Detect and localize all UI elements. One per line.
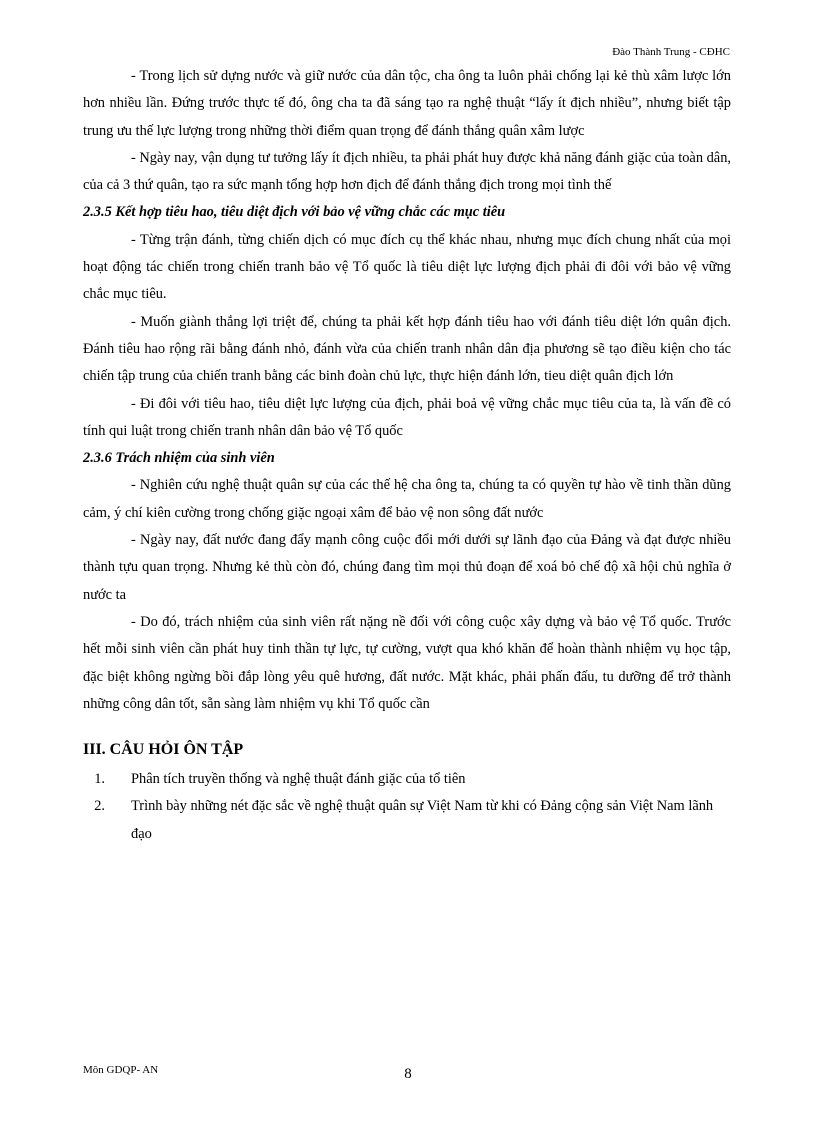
list-item [83, 793, 731, 848]
question-text: Phân tích truyền thống và nghệ thuật đánh giặc của tổ tiên [131, 771, 466, 788]
paragraph: - Ngày nay, vận dụng tư tưởng lấy ít địch nhiều, ta phải phát huy được khả năng đánh giặc của toàn dân, của cả 3 thứ quân, tạo ra sức mạnh tổng hợp hơn địch để đánh thắng địch trong mọi tình thế [83, 149, 731, 194]
footer-subject: Môn GDQP- AN [83, 1064, 159, 1076]
paragraph: - Ngày nay, đất nước đang đẩy mạnh công cuộc đổi mới dưới sự lãnh đạo của Đảng và đạt được nhiều thành tựu quan trọng. Nhưng kẻ thù còn đó, chúng đang tìm mọi thủ đoạn để xoá bỏ chế độ xã hội chủ nghĩa ở nước ta [83, 532, 731, 603]
subsection-heading: 2.3.5 Kết hợp tiêu hao, tiêu diệt địch với bảo vệ vững chắc các mục tiêu [83, 204, 506, 221]
subsection-heading: 2.3.6 Trách nhiệm của sinh viên [83, 450, 275, 467]
paragraph: - Do đó, trách nhiệm của sinh viên rất nặng nề đối với công cuộc xây dựng và bảo vệ Tổ quốc. Trước hết mỗi sinh viên cần phát huy tinh thần tự lực, tự cường, vượt qua khó khăn để hoàn thành nhiệm vụ học tập, đặc biệt không ngừng bồi đắp lòng yêu quê hương, đất nước. Mặt khác, phải phấn đấu, tu dưỡng để trở thành những công dân tốt, sẵn sàng làm nhiệm vụ khi Tổ quốc cần [83, 613, 731, 712]
paragraph: - Muốn giành thắng lợi triệt để, chúng ta phải kết hợp đánh tiêu hao với đánh tiêu diệt lớn quân địch. Đánh tiêu hao rộng rãi bằng đánh nhỏ, đánh vừa của chiến tranh nhân dân địa phương sẽ tạo điều kiện cho tác chiến tập trung của chiến tranh bằng các binh đoàn chủ lực, thực hiện đánh lớn, tieu diệt quân địch lớn [83, 313, 731, 385]
paragraph: - Nghiên cứu nghệ thuật quân sự của các thế hệ cha ông ta, chúng ta có quyền tự hào về tinh thần dũng cảm, ý chí kiên cường trong chống giặc ngoại xâm để bảo vệ non sông đất nước [83, 477, 731, 521]
section-heading: III. CÂU HỎI ÔN TẬP [83, 741, 244, 759]
list-number: 1. [94, 771, 105, 788]
paragraph: - Từng trận đánh, từng chiến dịch có mục đích cụ thể khác nhau, nhưng mục đích chung nhất của mọi hoạt động tác chiến trong chiến tranh bảo vệ Tổ quốc là tiêu diệt lực lượng địch phải đi đôi với bảo vệ vững chắc mục tiêu. [83, 231, 731, 303]
list-item [83, 766, 731, 793]
paragraph: - Đi đôi với tiêu hao, tiêu diệt lực lượng của địch, phải boả vệ vững chắc mục tiêu của ta, là vấn đề có tính qui luật trong chiến tranh nhân dân bảo vệ Tổ quốc [83, 395, 731, 439]
running-header-author: Đào Thành Trung - CĐHC [612, 46, 730, 58]
list-number: 2. [94, 798, 105, 815]
page-body [83, 63, 731, 848]
question-text: Trình bày những nét đặc sắc về nghệ thuật quân sự Việt Nam từ khi có Đảng cộng sản Việt Nam lãnh đạo [131, 798, 714, 842]
paragraph: - Trong lịch sử dựng nước và giữ nước của dân tộc, cha ông ta luôn phải chống lại kẻ thù xâm lược lớn hơn nhiều lần. Đứng trước thực tế đó, ông cha ta đã sáng tạo ra nghệ thuật “lấy ít địch nhiều”, nhưng biết tập trung ưu thế lực lượng trong những thời điểm quan trọng để đánh thắng quân xâm lược [83, 68, 731, 139]
page-number: 8 [404, 1066, 412, 1082]
review-question-list [83, 766, 731, 848]
